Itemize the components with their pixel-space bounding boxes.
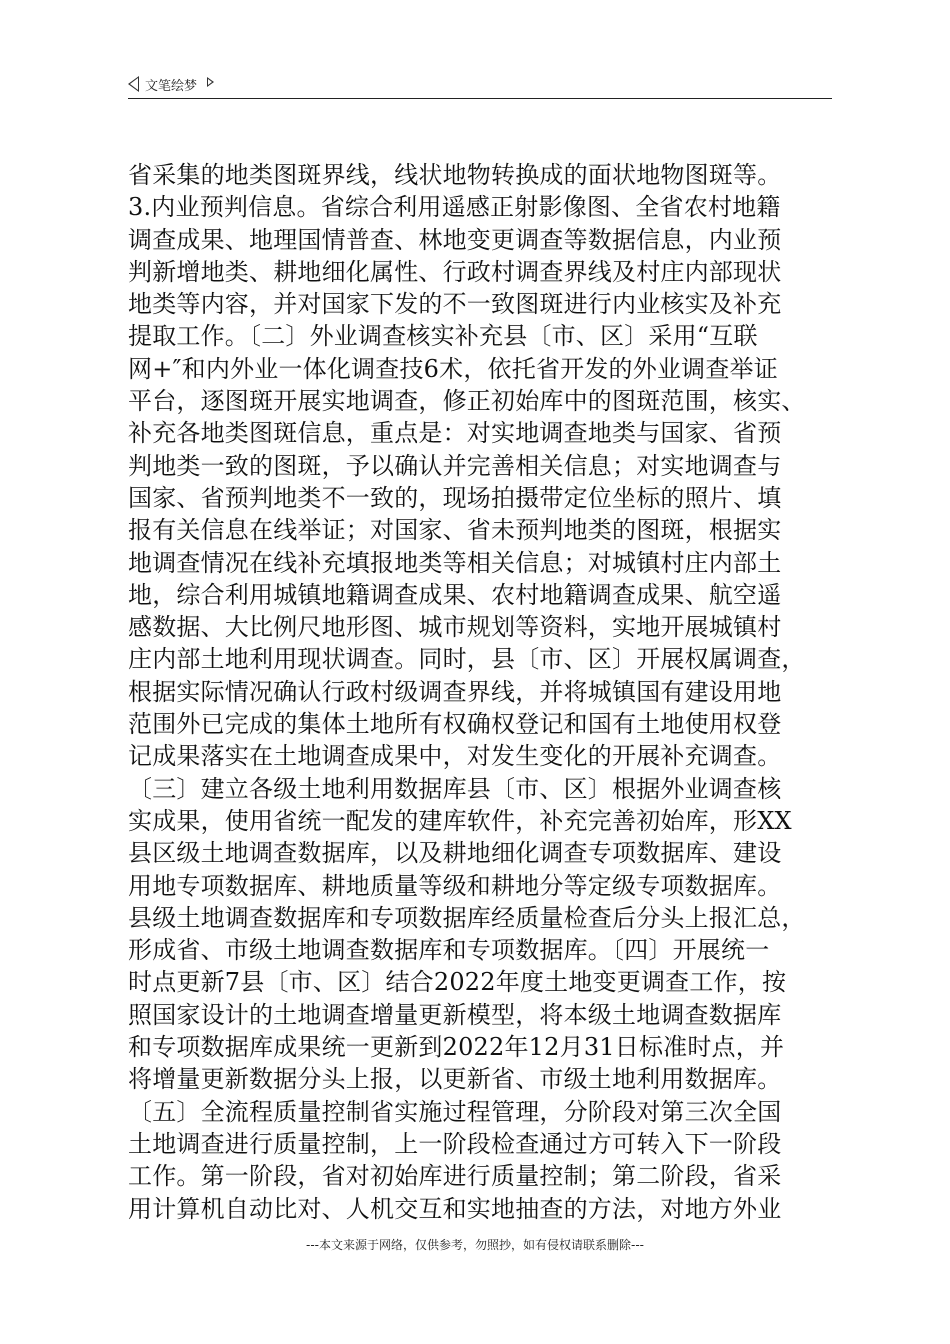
header-brand (128, 74, 214, 94)
body-text-line: 地，综合利用城镇地籍调查成果、农村地籍调查成果、航空遥 (128, 580, 782, 609)
page-header (128, 74, 832, 99)
body-text-line: 照国家设计的土地调查增量更新模型，将本级土地调查数据库 (128, 1000, 782, 1029)
body-text-line: 平台，逐图斑开展实地调查，修正初始库中的图斑范围，核实、 (128, 387, 806, 416)
body-text-line: 工作。第一阶段，省对初始库进行质量控制；第二阶段，省采 (128, 1162, 782, 1191)
body-text-line: 地调查情况在线补充填报地类等相关信息；对城镇村庄内部土 (128, 548, 782, 577)
body-text-line: 〔三〕建立各级土地利用数据库县〔市、区〕根据外业调查核 (128, 774, 782, 803)
body-text-line: 提取工作。〔二〕外业调查核实补充县〔市、区〕采用“互联 (128, 322, 758, 351)
triangle-left-icon (128, 76, 139, 92)
document-body (128, 159, 834, 1225)
body-text-line: 时点更新7县〔市、区〕结合2022年度土地变更调查工作，按 (128, 968, 787, 997)
body-text-line: 记成果落实在土地调查成果中，对发生变化的开展补充调查。 (128, 742, 782, 771)
body-text-line: 感数据、大比例尺地形图、城市规划等资料，实地开展城镇村 (128, 613, 782, 642)
body-text-line: 判地类一致的图斑，予以确认并完善相关信息；对实地调查与 (128, 451, 782, 480)
body-text-line: 实成果，使用省统一配发的建库软件，补充完善初始库，形XX (128, 806, 792, 835)
body-text-line: 庄内部土地利用现状调查。同时，县〔市、区〕开展权属调查， (128, 645, 806, 674)
brand-text: 文笔绘梦 (145, 78, 198, 94)
body-text-line: 判新增地类、耕地细化属性、行政村调查界线及村庄内部现状 (128, 257, 782, 286)
body-text-line: 国家、省预判地类不一致的，现场拍摄带定位坐标的照片、填 (128, 483, 782, 512)
body-text-line: 将增量更新数据分头上报，以更新省、市级土地利用数据库。 (128, 1065, 782, 1094)
body-text-line: 和专项数据库成果统一更新到2022年12月31日标准时点，并 (128, 1033, 785, 1062)
footer-disclaimer: ---本文来源于网络，仅供参考，勿照抄，如有侵权请联系删除--- (306, 1238, 644, 1252)
body-text-line: 范围外已完成的集体土地所有权确权登记和国有土地使用权登 (128, 710, 782, 739)
body-text-line: 省采集的地类图斑界线，线状地物转换成的面状地物图斑等。 (128, 161, 782, 189)
body-text-line: 补充各地类图斑信息，重点是：对实地调查地类与国家、省预 (128, 419, 782, 448)
body-text-line: 用地专项数据库、耕地质量等级和耕地分等定级专项数据库。 (128, 871, 782, 900)
body-text-line: 形成省、市级土地调查数据库和专项数据库。〔四〕开展统一 (128, 936, 770, 965)
body-text-line: 用计算机自动比对、人机交互和实地抽查的方法，对地方外业 (128, 1194, 782, 1223)
body-text-line: 3.内业预判信息。省综合利用遥感正射影像图、全省农村地籍 (128, 193, 781, 222)
triangle-right-icon (207, 77, 214, 87)
body-text-line: 地类等内容，并对国家下发的不一致图斑进行内业核实及补充 (128, 290, 782, 319)
body-text-line: 县区级土地调查数据库，以及耕地细化调查专项数据库、建设 (128, 839, 782, 868)
body-text-line: 根据实际情况确认行政村级调查界线，并将城镇国有建设用地 (128, 677, 782, 706)
body-text-line: 土地调查进行质量控制，上一阶段检查通过方可转入下一阶段 (128, 1129, 782, 1158)
body-text-line: 调查成果、地理国情普查、林地变更调查等数据信息，内业预 (128, 225, 782, 254)
body-text-line: 〔五〕全流程质量控制省实施过程管理，分阶段对第三次全国 (128, 1097, 782, 1126)
body-text-line: 报有关信息在线举证；对国家、省未预判地类的图斑，根据实 (128, 516, 782, 545)
body-text-line: 网+″和内外业一体化调查技6术，依托省开发的外业调查举证 (128, 354, 778, 383)
body-text-line: 县级土地调查数据库和专项数据库经质量检查后分头上报汇总， (128, 903, 806, 932)
